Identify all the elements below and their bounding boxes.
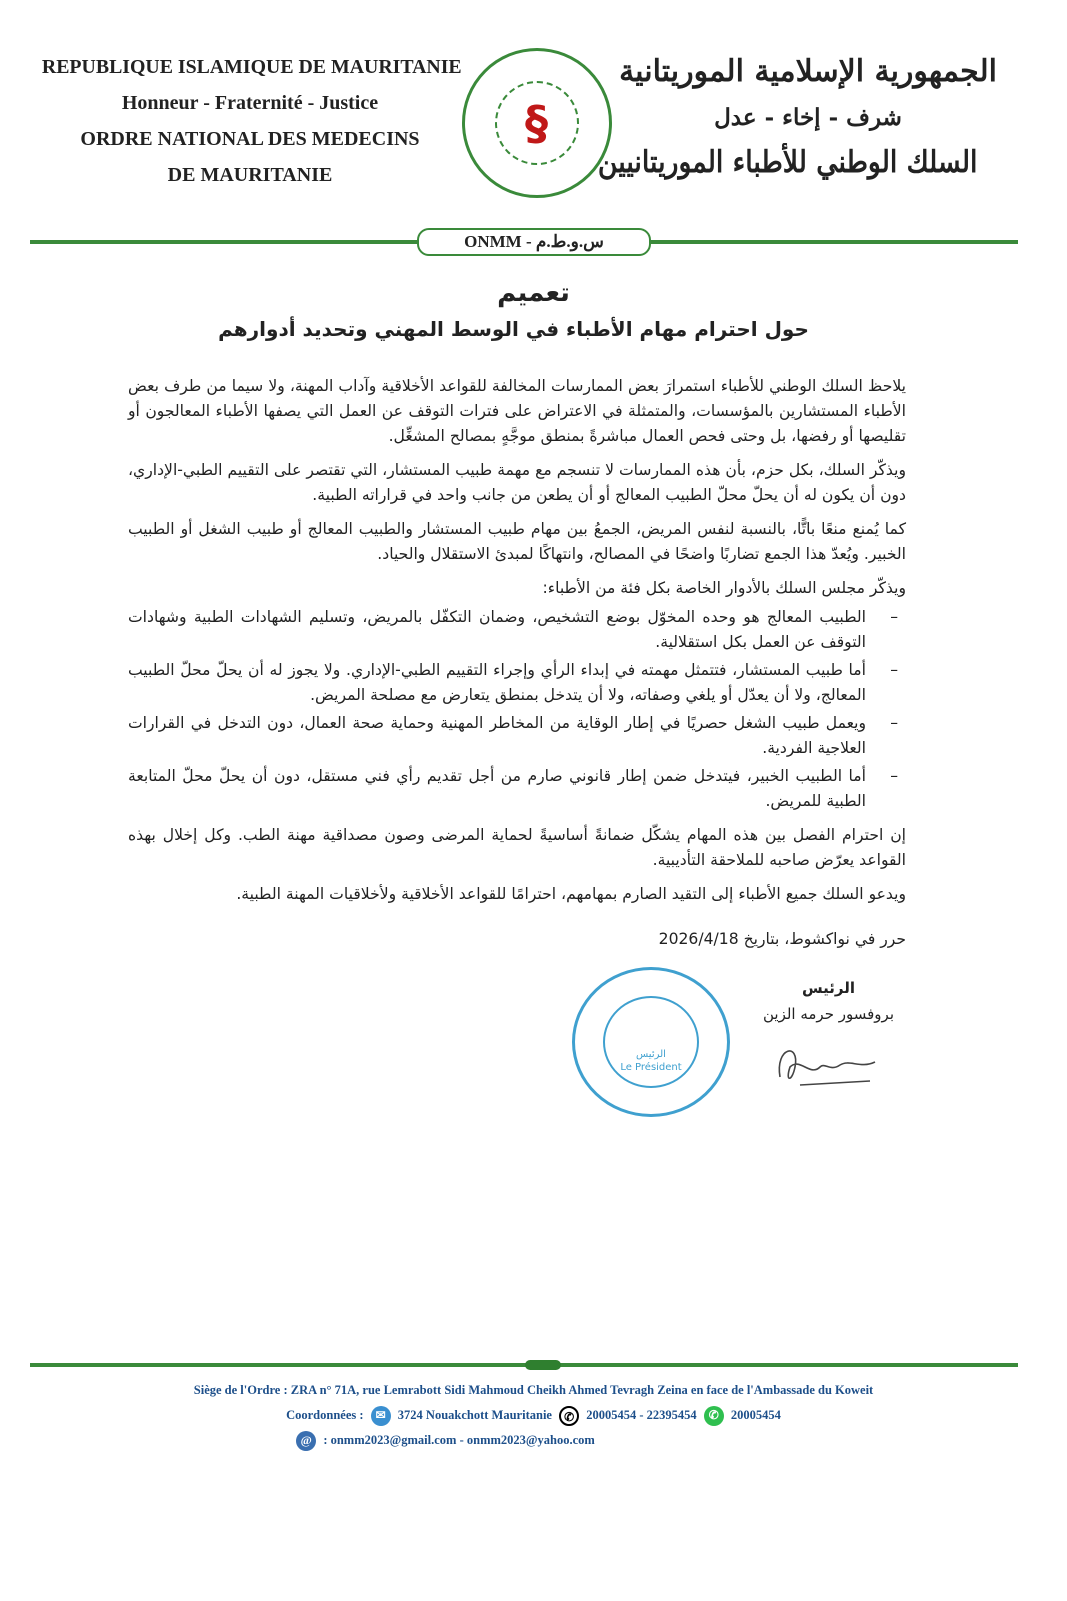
header-ar-line2: شرف - إخاء - عدل	[714, 104, 902, 131]
footer-contacts	[0, 1403, 1067, 1428]
signatory-role: الرئيس	[801, 979, 856, 997]
list-item: – ويعمل طبيب الشغل حصريًا في إطار الوقاية من المخاطر المهنية وحماية صحة العمال، دون التدخل في القرارات العلاجية الفردية.	[128, 711, 906, 761]
onmm-badge: ONMM - س.و.ط.م	[417, 228, 651, 256]
document-title: تعميم	[497, 278, 570, 308]
paragraph: كما يُمنع منعًا باتًّا، بالنسبة لنفس المريض، الجمعُ بين مهام طبيب المستشار والطبيب المعالج أو طبيب الشغل أو الطبيب الخبير. ويُعدّ هذا الجمع تضاربًا واضحًا في المصالح، وانتهاكًا لمبدئ الاستقلال والحياد.	[128, 520, 906, 563]
email-icon: @	[296, 1431, 316, 1451]
phone-numbers: 20005454 - 22395454	[586, 1408, 697, 1422]
header-fr-line4: DE MAURITANIE	[167, 164, 333, 186]
po-box: 3724 Nouakchott Mauritanie	[397, 1408, 552, 1422]
document-body	[128, 374, 906, 1117]
signatory-name: بروفسور حرمه الزين	[762, 1005, 894, 1023]
footer-divider	[30, 1363, 1018, 1367]
stamp-role: الرئيس Le Président	[620, 1049, 682, 1073]
order-logo: §	[462, 48, 612, 198]
handwritten-signature	[770, 1037, 880, 1093]
footer-emails	[0, 1428, 1067, 1453]
header-fr-line2: Honneur - Fraternité - Justice	[121, 92, 379, 114]
phone-icon: ✆	[559, 1406, 579, 1426]
contacts-label: Coordonnées :	[286, 1408, 364, 1422]
list-item: – أما طبيب المستشار، فتتمثل مهمته في إبداء الرأي وإجراء التقييم الطبي-الإداري. ولا يجوز له أن يحلّ محلّ الطبيب المعالج، ولا أن يعدّل أو يلغي وصفاته، ولا أن يتدخل بمنطق يتعارض مع مصلحة المريض.	[128, 658, 906, 708]
signature-block	[763, 975, 894, 1027]
paragraph: ويذكّر السلك، بكل حزم، بأن هذه الممارسات لا تنسجم مع مهمة طبيب المستشار، التي تقتصر على التقييم الطبي-الإداري، دون أن يكون له أن يحلّ محلّ الطبيب المعالج أو أن يطعن من جانب واحد في قراراته الطبية.	[128, 461, 906, 504]
header-ar-line3: السلك الوطني للأطباء الموريتانيين	[597, 145, 978, 180]
document-subtitle: حول احترام مهام الأطباء في الوسط المهني وتحديد أدوارهم	[218, 317, 809, 341]
list-item: – الطبيب المعالج هو وحده المخوّل بوضع التشخيص، وضمان التكفّل بالمريض، وتسليم الشهادات الطبية وشهادات التوقف عن العمل بكل استقلالية.	[128, 605, 906, 655]
header-ar-line1: الجمهورية الإسلامية الموريتانية	[619, 54, 997, 89]
whatsapp-icon: ✆	[704, 1406, 724, 1426]
footer	[0, 1378, 1067, 1453]
list-item: – أما الطبيب الخبير، فيتدخل ضمن إطار قانوني صارم من أجل تقديم رأي فني مستقل، دون أن يحلّ محلّ المتابعة الطبية للمريض.	[128, 764, 906, 814]
roles-list	[128, 605, 906, 814]
footer-divider-knob	[525, 1360, 561, 1370]
paragraph: إن احترام الفصل بين هذه المهام يشكّل ضمانةً أساسيةً لحماية المرضى وصون مصداقية مهنة الطب. وكل إخلال بهذه القواعد يعرّض صاحبه للملاحقة التأديبية.	[128, 826, 906, 869]
mail-icon: ✉	[371, 1406, 391, 1426]
header-fr-line1: REPUBLIQUE ISLAMIQUE DE MAURITANIE	[41, 56, 462, 78]
president-stamp	[572, 967, 730, 1117]
email-addresses[interactable]: : onmm2023@gmail.com - onmm2023@yahoo.com	[323, 1433, 595, 1447]
date-line: حرر في نواكشوط، بتاريخ 2026/4/18	[658, 930, 906, 948]
paragraph: ويذكّر مجلس السلك بالأدوار الخاصة بكل فئة من الأطباء:	[542, 579, 906, 597]
signoff-area	[128, 927, 906, 1117]
paragraph: ويدعو السلك جميع الأطباء إلى التقيد الصارم بمهامهم، احترامًا للقواعد الأخلاقية ولأخلاقيات المهنة الطبية.	[236, 885, 906, 903]
whatsapp-number: 20005454	[730, 1408, 781, 1422]
header-fr-line3: ORDRE NATIONAL DES MEDECINS	[80, 128, 420, 150]
paragraph: يلاحظ السلك الوطني للأطباء استمرارَ بعض الممارسات المخالفة للقواعد الأخلاقية وآداب المهنة، ولا سيما من طرف بعض الأطباء المستشارين بالمؤسسات، والمتمثلة في الاعتراض على فترات التوقف عن العمل التي يصفها الأطباء المعالجون أو تقليصها أو رفضها، بل وحتى فحص العمال مباشرةً بمنطق موجَّهٍ بمصالح المشغِّل.	[128, 377, 906, 445]
footer-address: Siège de l'Ordre : ZRA n° 71A, rue Lemrabott Sidi Mahmoud Cheikh Ahmed Tevragh Zeina en face de l'Ambassade du Koweit	[193, 1383, 874, 1397]
